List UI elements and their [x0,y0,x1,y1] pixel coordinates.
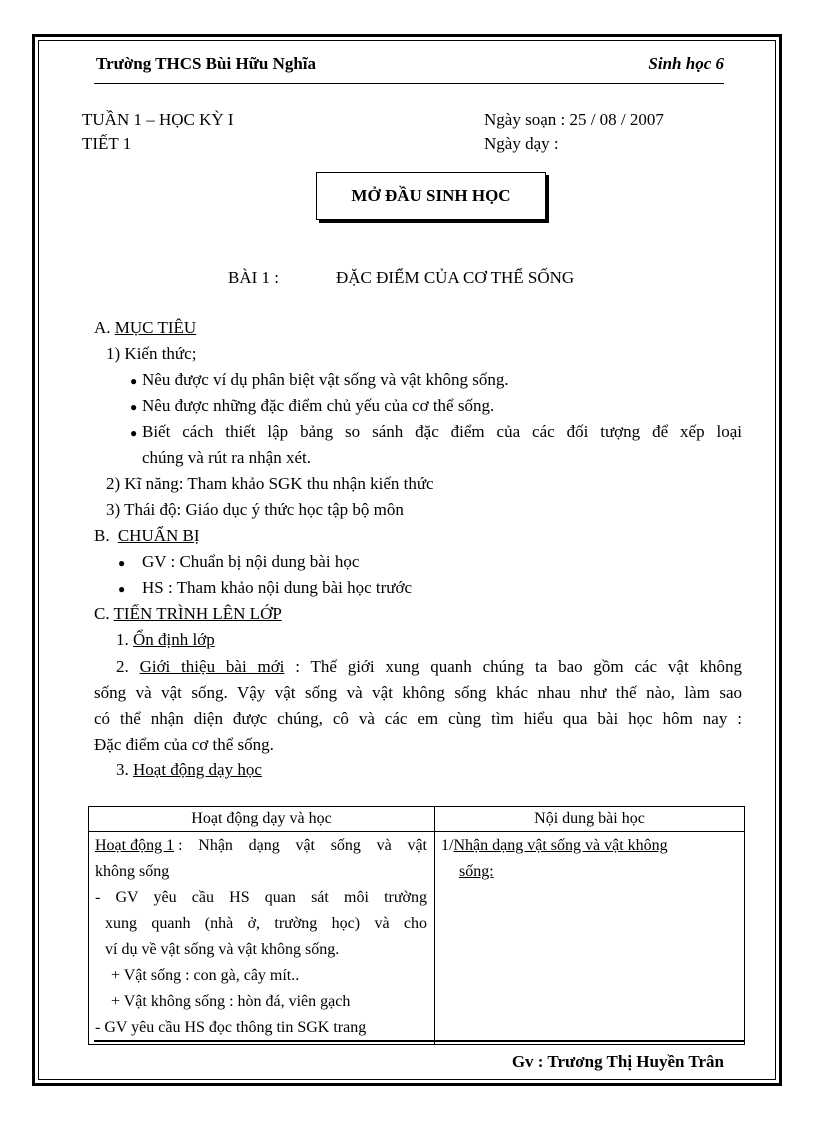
section-b-title: CHUẨN BỊ [117,526,200,545]
header-divider [94,83,724,84]
objective-item-2: Nêu được những đặc điểm chủ yếu của cơ thể sống. [142,396,495,415]
subject-name: Sinh học 6 [648,54,724,73]
step-3 [116,760,262,780]
bullet-dot: ● [130,426,138,440]
step-3-text: Hoạt động dạy học [133,760,262,779]
prep-item-teacher: GV : Chuẩn bị nội dung bài học [142,552,360,571]
section-a-title: MỤC TIÊU [114,318,197,337]
section-a-heading [94,318,196,338]
step-2-number: 2. [116,657,129,676]
intro-line-1 [94,654,742,680]
lesson-number: BÀI 1 : [228,268,279,287]
section-c-heading [94,604,282,624]
step-1-text: Ổn định lớp [133,630,215,649]
step-3-number: 3. [116,760,129,779]
activity-line: không sống [95,863,170,880]
intro-paragraph [94,654,742,758]
knowledge-label: 1) Kiến thức; [106,344,197,363]
content-cell [435,832,745,1045]
intro-line-2: sống và vật sống. Vậy vật sống và vật không sống khác nhau như thế nào, làm sao [94,683,742,702]
footer-divider [94,1040,744,1042]
table-header-row [89,807,745,832]
teach-date: Ngày dạy : [484,134,559,153]
bullet-dot: ● [118,556,126,570]
activity-line: + Vật sống : con gà, cây mít.. [111,967,300,984]
period-label: TIẾT 1 [82,134,132,153]
table-header-content: Nội dung bài học [435,807,745,832]
lesson-name: ĐẶC ĐIỂM CỦA CƠ THỂ SỐNG [336,268,575,287]
prep-item-student: HS : Tham khảo nội dung bài học trước [142,578,413,597]
attitude-line: 3) Thái độ: Giáo dục ý thức học tập bộ môn [106,500,404,519]
step-1 [116,630,215,650]
step-2-title: Giới thiệu bài mới [139,657,285,676]
table-row [89,832,745,1045]
chapter-title-text: MỞ ĐẦU SINH HỌC [351,186,511,205]
chapter-title [316,172,546,220]
step-1-number: 1. [116,630,129,649]
bullet-dot: ● [118,582,126,596]
activities-cell [89,832,435,1045]
content-item-1 [441,837,668,855]
school-name: Trường THCS Bùi Hữu Nghĩa [96,54,317,73]
intro-line-3: có thể nhận diện được chúng, cô và các em cùng tìm hiểu qua bài học hôm nay : [94,709,742,728]
content-item-1-title: Nhận dạng vật sống và vật không [453,837,668,854]
section-b-heading [94,526,200,546]
prep-date: Ngày soạn : 25 / 08 / 2007 [484,110,664,129]
objective-item-1: Nêu được ví dụ phân biệt vật sống và vật không sống. [142,370,509,389]
section-c-title: TIẾN TRÌNH LÊN LỚP [113,604,282,623]
activity-1-title: : Nhận dạng vật sống và vật [178,837,427,854]
section-a-prefix: A. [94,318,111,337]
bullet-dot: ● [130,374,138,388]
activity-line: - GV yêu cầu HS đọc thông tin SGK trang [95,1019,367,1036]
activity-line: - GV yêu cầu HS quan sát môi trường [95,889,427,906]
activity-1-label: Hoạt động 1 [95,837,175,854]
section-b-prefix: B. [94,526,110,545]
objective-item-3-cont: chúng và rút ra nhận xét. [142,448,311,467]
activity-line: + Vật không sống : hòn đá, viên gạch [111,993,351,1010]
intro-line-4: Đặc điểm của cơ thể sống. [94,735,274,754]
objective-item-3: Biết cách thiết lập bảng so sánh đặc điểm của các đối tượng để xếp loại [142,422,742,441]
lesson-table [88,806,745,1045]
skills-line: 2) Kĩ năng: Tham khảo SGK thu nhận kiến thức [106,474,434,493]
content-item-1-title-cont: sống: [459,863,494,880]
bullet-dot: ● [130,400,138,414]
intro-text-1: : Thế giới xung quanh chúng ta bao gồm các vật không [295,657,742,676]
activity-1-line [95,837,427,855]
teacher-name: Gv : Trương Thị Huyền Trân [511,1052,724,1071]
activity-line: xung quanh (nhà ở, trường học) và cho [105,915,427,932]
content-item-1-number: 1/ [441,837,454,854]
week-label: TUẦN 1 – HỌC KỲ I [82,110,234,129]
section-c-prefix: C. [94,604,110,623]
table-header-activities: Hoạt động dạy và học [89,807,435,832]
activity-line: ví dụ về vật sống và vật không sống. [105,941,340,958]
